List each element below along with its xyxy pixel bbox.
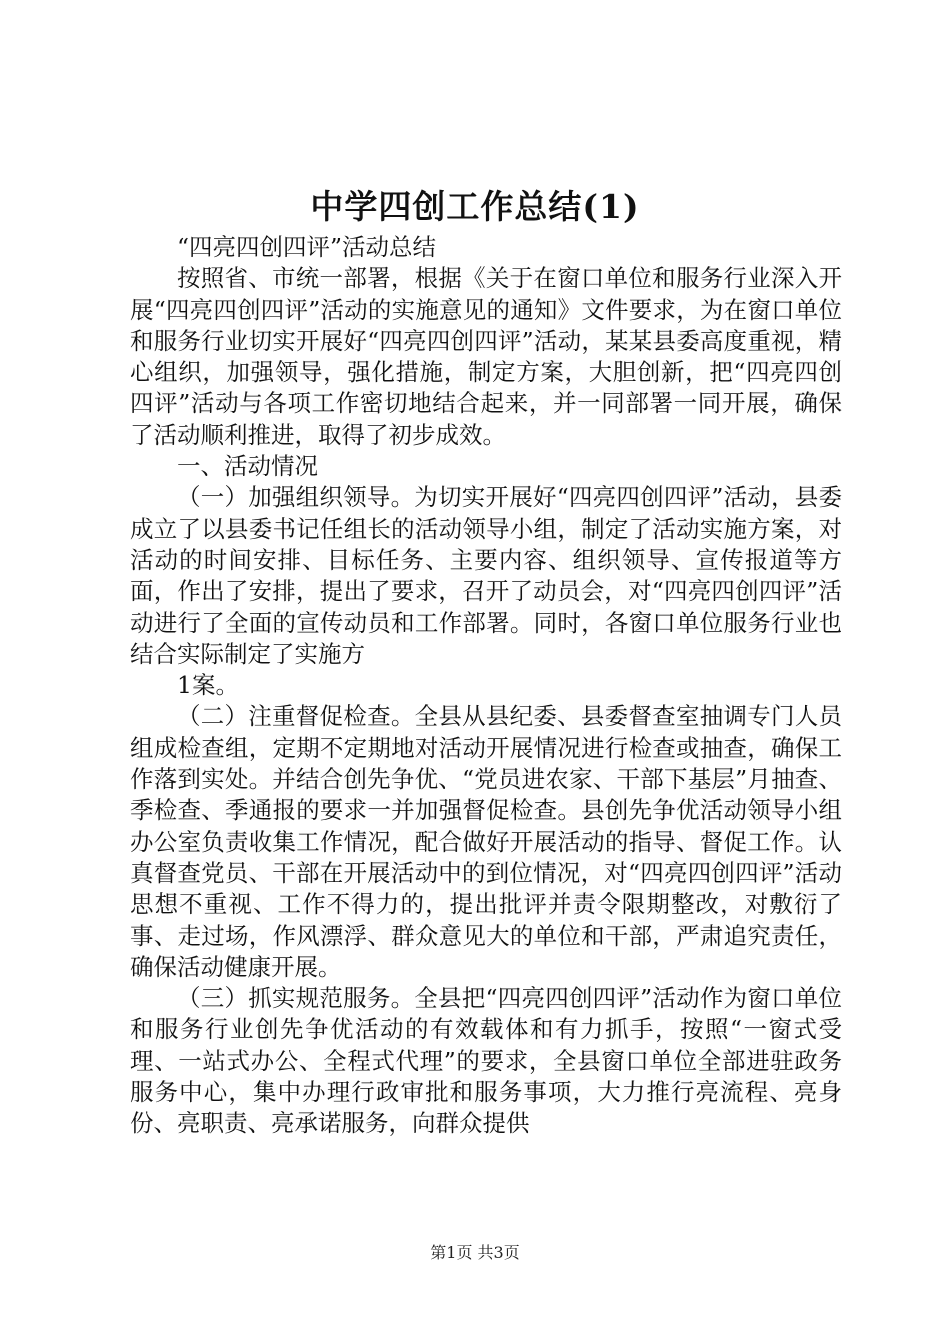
paragraph-supervision: （二）注重督促检查。全县从县纪委、县委督查室抽调专门人员组成检查组，定期不定期地对活动开展情况进行检查或抽查，确保工作落到实处。并结合创先争优、“党员进农家、干部下基层”月抽查、季检查、季通报的要求一并加强督促检查。县创先争优活动领导小组办公室负责收集工作情况，配合做好开展活动的指导、督促工作。认真督查党员、干部在开展活动中的到位情况，对“四亮四创四评”活动思想不重视、工作不得力的，提出批评并责令限期整改，对敷衍了事、走过场，作风漂浮、群众意见大的单位和干部，严肃追究责任，确保活动健康开展。 (130, 702, 842, 981)
paragraph-organization: （一）加强组织领导。为切实开展好“四亮四创四评”活动，县委成立了以县委书记任组长的活动领导小组，制定了活动实施方案，对活动的时间安排、目标任务、主要内容、组织领导、宣传报道等方面，作出了安排，提出了要求，召开了动员会，对“四亮四创四评”活动进行了全面的宣传动员和工作部署。同时，各窗口单位服务行业也结合实际制定了实施方 (130, 483, 842, 668)
section-heading-activity: 一、活动情况 (177, 452, 318, 481)
document-body (130, 232, 842, 1140)
document-title: 中学四创工作总结(1) (310, 187, 640, 226)
paragraph-subtitle: “四亮四创四评”活动总结 (177, 233, 437, 261)
page-footer: 第1页 共3页 (430, 1243, 520, 1262)
paragraph-intro: 按照省、市统一部署，根据《关于在窗口单位和服务行业深入开展“四亮四创四评”活动的实施意见的通知》文件要求，为在窗口单位和服务行业切实开展好“四亮四创四评”活动，某某县委高度重视，精心组织，加强领导，强化措施，制定方案，大胆创新，把“四亮四创四评”活动与各项工作密切地结合起来，并一同部署一同开展，确保了活动顺利推进，取得了初步成效。 (130, 264, 842, 449)
paragraph-continuation: 1案。 (177, 671, 239, 700)
paragraph-service: （三）抓实规范服务。全县把“四亮四创四评”活动作为窗口单位和服务行业创先争优活动的有效载体和有力抓手，按照“一窗式受理、一站式办公、全程式代理”的要求，全县窗口单位全部进驻政务服务中心，集中办理行政审批和服务事项，大力推行亮流程、亮身份、亮职责、亮承诺服务，向群众提供 (130, 984, 842, 1138)
